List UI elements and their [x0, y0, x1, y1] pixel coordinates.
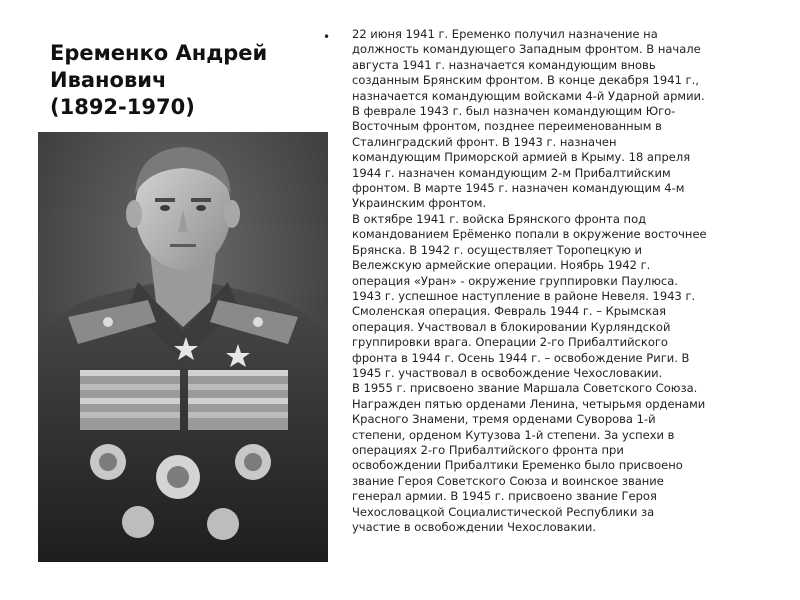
text-line: операция. Участвовал в блокировании Курляндской [352, 319, 671, 334]
text-line: Сталинградский фронт. В 1943 г. назначен [352, 134, 617, 149]
text-line: звание Героя Советского Союза и воинское звание [352, 473, 664, 488]
text-line: участие в освобождении Чехословакии. [352, 520, 596, 534]
title-line-2: Иванович [50, 68, 167, 92]
text-line: Смоленская операция. Февраль 1944 г. – Крымская [352, 304, 667, 319]
portrait-photo [38, 132, 328, 562]
text-line: созданным Брянским фронтом. В конце декабря 1941 г., [352, 73, 699, 88]
text-line: 1945 г. участвовал в освобождение Чехословакии. [352, 365, 663, 380]
text-line: В 1955 г. присвоено звание Маршала Советского Союза. [352, 381, 698, 396]
portrait-illustration [38, 132, 328, 562]
text-line: 1944 г. назначен командующим 2-м Прибалтийским [352, 165, 671, 180]
text-line: должность командующего Западным фронтом. В начале [352, 42, 701, 57]
text-line: генерал армии. В 1945 г. присвоено звание Героя [352, 489, 657, 504]
text-line: фронта в 1944 г. Осень 1944 г. – освобождение Риги. В [352, 350, 690, 365]
text-line: освобождении Прибалтики Еременко было присвоено [352, 458, 683, 473]
text-line: Награжден пятью орденами Ленина, четырьмя орденами [352, 396, 706, 411]
text-line: В феврале 1943 г. был назначен командующим Юго- [352, 104, 676, 119]
text-line: операция «Уран» - окружение группировки Паулюса. [352, 273, 678, 288]
text-line: 22 июня 1941 г. Еременко получил назначение на [352, 27, 658, 41]
text-line: Украинским фронтом. [352, 196, 487, 211]
text-line: группировки врага. Операции 2-го Прибалтийского [352, 335, 668, 350]
text-line: командующим Приморской армией в Крыму. 18 апреля [352, 150, 691, 165]
text-line: степени, орденом Кутузова 1-й степени. За успехи в [352, 427, 675, 442]
text-line: августа 1941 г. назначается командующим вновь [352, 57, 656, 72]
text-line: Вележскую армейские операции. Ноябрь 1942 г. [352, 258, 651, 273]
text-line: операциях 2-го Прибалтийского фронта при [352, 442, 624, 457]
biography-text [352, 27, 782, 535]
title-line-3: (1892-1970) [50, 95, 195, 119]
text-line: Восточным фронтом, позднее переименованным в [352, 119, 662, 134]
text-line: командованием Ерёменко попали в окружение восточнее [352, 227, 707, 242]
text-line: 1943 г. успешное наступление в районе Невеля. 1943 г. [352, 288, 696, 303]
list-bullet: • [323, 30, 331, 44]
text-line: Брянска. В 1942 г. осуществляет Торопецкую и [352, 242, 643, 257]
text-line: фронтом. В марте 1945 г. назначен командующим 4-м [352, 181, 685, 196]
text-line: Чехословацкой Социалистической Республики за [352, 504, 655, 519]
text-line: назначается командующим войсками 4-й Ударной армии. [352, 88, 705, 103]
title-line-1: Еременко Андрей [50, 41, 268, 65]
text-line: Красного Знамени, тремя орденами Суворова 1-й [352, 412, 656, 427]
page-title [50, 40, 310, 121]
text-line: В октябре 1941 г. войска Брянского фронта под [352, 211, 647, 226]
